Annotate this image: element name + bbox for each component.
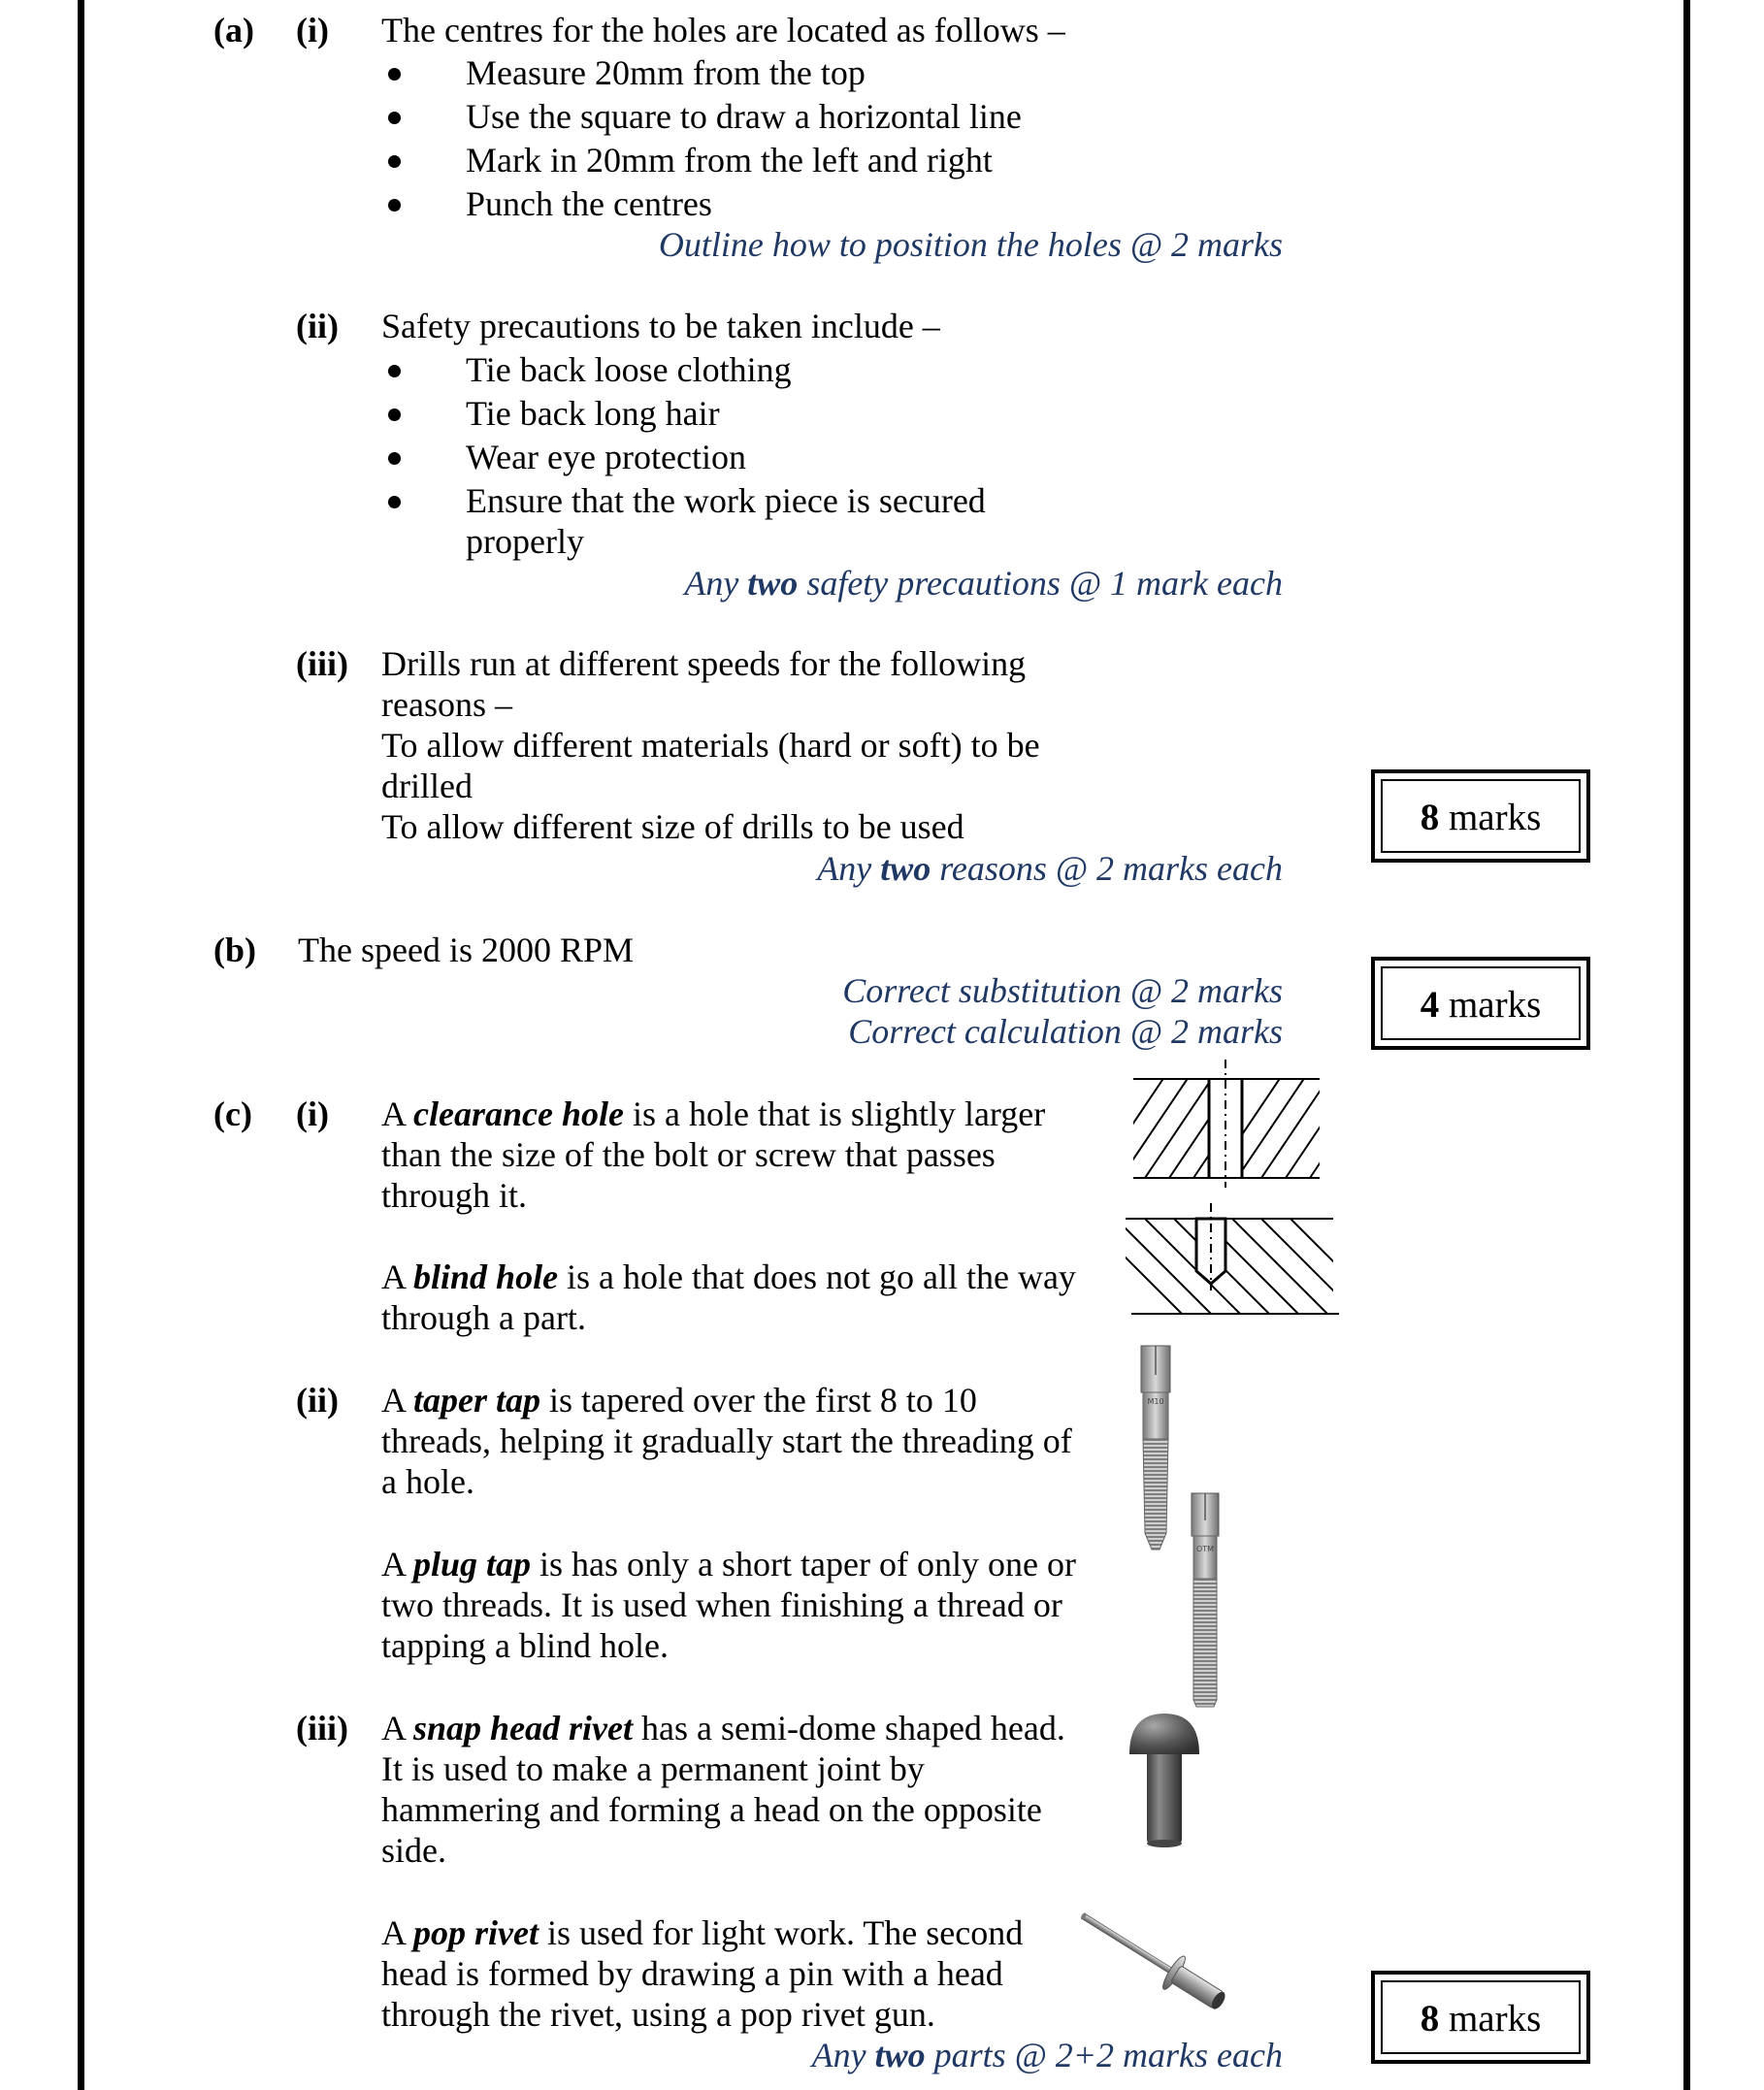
text-line: through it. (381, 1176, 527, 1215)
text-line: reasons – (381, 685, 512, 724)
part-b-label: (b) (213, 931, 256, 969)
text-line: To allow different size of drills to be used (381, 807, 964, 846)
list-item: Mark in 20mm from the left and right (466, 141, 993, 180)
part-a-ii-intro: Safety precautions to be taken include – (381, 307, 940, 345)
marking-note: Correct calculation @ 2 marks (848, 1012, 1283, 1051)
marking-note: Any two safety precautions @ 1 mark each (684, 564, 1283, 603)
text-line: A snap head rivet has a semi-dome shaped head. (381, 1709, 1065, 1747)
snap-head-rivet-image (1124, 1708, 1206, 1848)
text-line: A blind hole is a hole that does not go all the way (381, 1257, 1076, 1296)
text-line: To allow different materials (hard or soft) to be (381, 726, 1040, 765)
plug-tap-image (1186, 1491, 1225, 1710)
list-item: Tie back loose clothing (466, 350, 792, 389)
text-line: two threads. It is used when finishing a thread or (381, 1585, 1062, 1624)
text-line: Drills run at different speeds for the following (381, 644, 1027, 683)
part-c-i-label: (i) (296, 1094, 329, 1133)
text-line: than the size of the bolt or screw that passes (381, 1135, 996, 1174)
left-border-line (78, 0, 84, 2090)
blind-hole-drawing (1116, 1203, 1344, 1324)
text-line: a hole. (381, 1462, 474, 1501)
text-line: threads, helping it gradually start the threading of (381, 1421, 1072, 1460)
taper-tap-image (1137, 1344, 1176, 1552)
right-border-line (1683, 0, 1690, 2090)
list-item: Tie back long hair (466, 394, 720, 433)
svg-text:OTM: OTM (1195, 1545, 1215, 1553)
marks-box-c: 8 marks (1371, 1971, 1590, 2064)
part-c-label: (c) (213, 1094, 252, 1133)
text-line: head is formed by drawing a pin with a head (381, 1954, 1003, 1993)
marking-note: Outline how to position the holes @ 2 marks (658, 225, 1283, 264)
text-line: A taper tap is tapered over the first 8 to 10 (381, 1381, 977, 1420)
list-item: Wear eye protection (466, 438, 746, 476)
marking-note: Any two reasons @ 2 marks each (817, 849, 1283, 888)
pop-rivet-image (1067, 1907, 1252, 2023)
text-line: It is used to make a permanent joint by (381, 1749, 925, 1788)
text-line: A clearance hole is a hole that is slightly larger (381, 1094, 1046, 1133)
text-line: through a part. (381, 1298, 586, 1337)
part-c-ii-label: (ii) (296, 1381, 339, 1420)
marking-note: Any two parts @ 2+2 marks each (811, 2036, 1283, 2074)
text-line: side. (381, 1831, 446, 1870)
text-line: A plug tap is has only a short taper of only one or (381, 1545, 1076, 1584)
list-item: Use the square to draw a horizontal line (466, 97, 1022, 136)
clearance-hole-drawing (1126, 1060, 1329, 1188)
list-item: Ensure that the work piece is secured (466, 481, 986, 520)
part-a-iii-label: (iii) (296, 644, 348, 683)
part-a-i-intro: The centres for the holes are located as follows – (381, 11, 1065, 49)
text-line: tapping a blind hole. (381, 1626, 669, 1665)
part-a-ii-label: (ii) (296, 307, 339, 345)
list-item: Measure 20mm from the top (466, 53, 866, 92)
svg-text:M10: M10 (1147, 1397, 1164, 1406)
part-c-iii-label: (iii) (296, 1709, 348, 1747)
part-a-label: (a) (213, 11, 254, 49)
marks-box-a: 8 marks (1371, 769, 1590, 863)
marks-box-b: 4 marks (1371, 957, 1590, 1050)
list-item-continuation: properly (466, 522, 584, 561)
text-line: hammering and forming a head on the opposite (381, 1790, 1042, 1829)
part-a-i-label: (i) (296, 11, 329, 49)
text-line: through the rivet, using a pop rivet gun. (381, 1995, 935, 2034)
text-line: drilled (381, 767, 473, 805)
text-line: A pop rivet is used for light work. The second (381, 1913, 1024, 1952)
list-item: Punch the centres (466, 184, 712, 223)
marking-note: Correct substitution @ 2 marks (842, 971, 1283, 1010)
part-b-answer: The speed is 2000 RPM (298, 931, 634, 969)
